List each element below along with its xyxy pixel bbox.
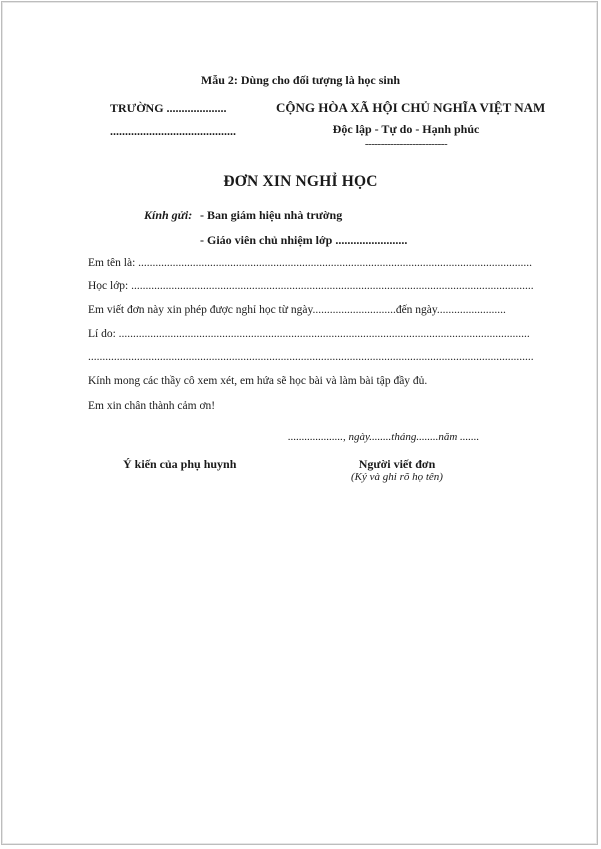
field-name: Em tên là: .........................................................................................................................................	[88, 257, 533, 269]
form-label: Mẫu 2: Dùng cho đối tượng là học sinh	[200, 73, 401, 87]
date-line: ...................., ngày........tháng........năm .......	[288, 431, 480, 443]
addressee-board: - Ban giám hiệu nhà trường	[200, 208, 343, 222]
motto-underline: --------------------------	[364, 138, 448, 150]
school-name-line: TRƯỜNG ....................	[110, 101, 227, 115]
school-name-line-2: ..........................................	[110, 124, 236, 138]
body-thanks: Em xin chân thành cảm ơn!	[88, 400, 216, 412]
field-class: Học lớp: ............................................................................................................................................	[88, 280, 534, 292]
field-dates: Em viết đơn này xin phép được nghỉ học từ ngày.............................đến ngày........................	[88, 304, 506, 316]
parent-opinion-label: Ý kiến của phụ huynh	[123, 457, 237, 471]
addressee-label: Kính gửi:	[144, 208, 193, 222]
addressee-teacher: - Giáo viên chủ nhiệm lớp ........................	[200, 233, 408, 247]
document-page	[1, 1, 598, 845]
page-title: ĐƠN XIN NGHỈ HỌC	[223, 173, 378, 190]
writer-label: Người viết đơn	[358, 457, 436, 471]
national-motto: Độc lập - Tự do - Hạnh phúc	[332, 122, 480, 136]
national-title: CỘNG HÒA XÃ HỘI CHỦ NGHĨA VIỆT NAM	[276, 100, 546, 115]
writer-sign-note: (Ký và ghi rõ họ tên)	[351, 471, 443, 483]
body-promise: Kính mong các thầy cô xem xét, em hứa sẽ học bài và làm bài tập đầy đủ.	[88, 375, 428, 387]
field-reason-continued: ...........................................................................................................................................................	[88, 351, 534, 363]
field-reason: Lí do: ...............................................................................................................................................	[88, 328, 530, 340]
